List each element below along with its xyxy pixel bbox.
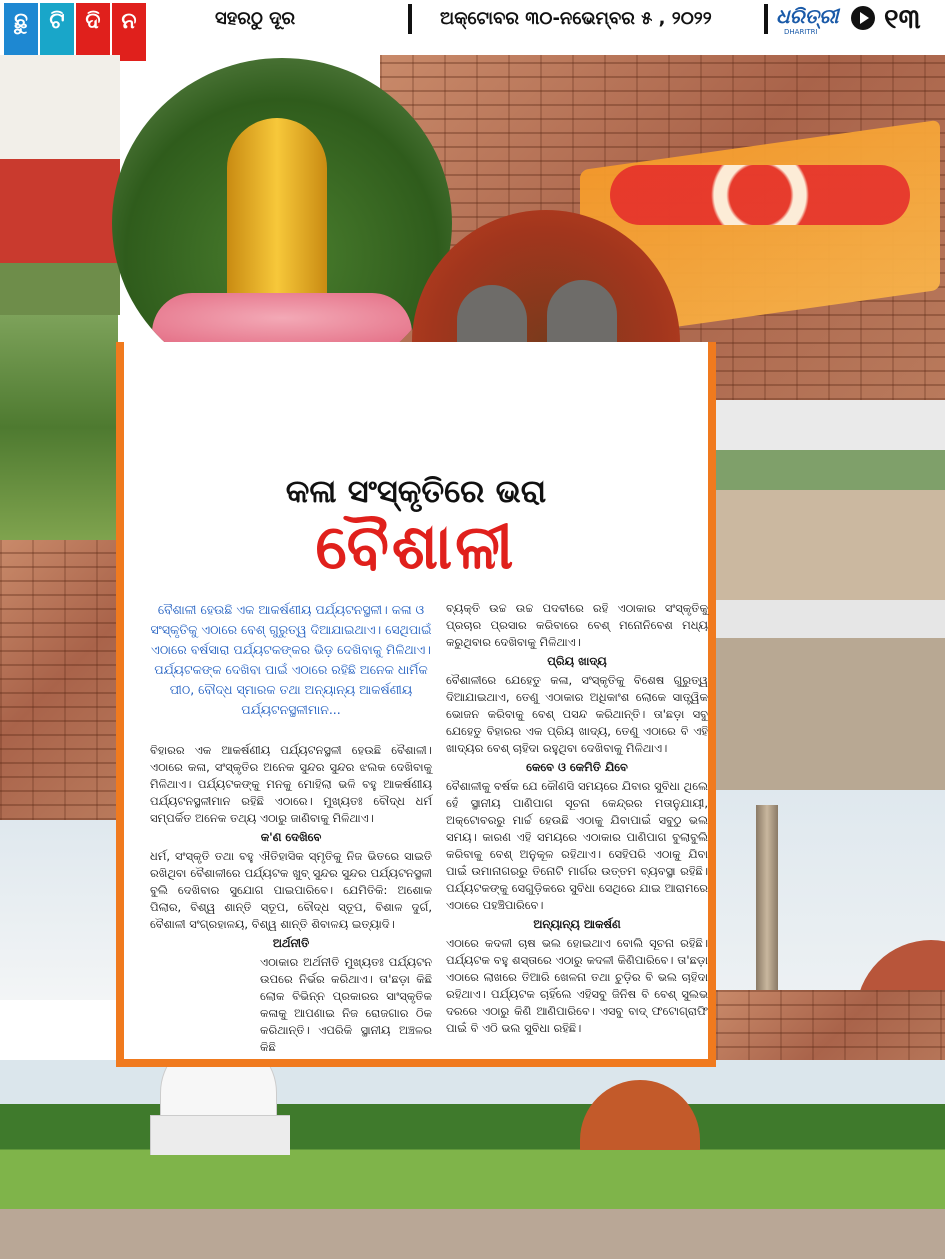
photo-temple [0,55,120,315]
photo-buddha-statue [112,58,452,388]
page-number: ୧୩ [884,2,921,35]
paragraph: ବୈଶାଳୀକୁ ବର୍ଷକ ଯେ କୌଣସି ସମୟରେ ଯିବାର ସୁବିଧା ଥିଲେ ହେଁ ସ୍ଥାନୀୟ ପାଣିପାଗ ସୂଚନା କେନ୍ଦ୍ରର ମତାନୁଯାୟୀ, ଅକ୍ଟୋବରରୁ ମାର୍ଚ୍ଚ ହେଉଛି ଏଠାକୁ ଯିବାପାଇଁ ସବୁଠୁ ଭଲ ସମୟ। କାରଣ ଏହି ସମୟରେ ଏଠାକାର ପାଣିପାଗ ବୁଲାବୁଲି କରିବାକୁ ବେଶ୍ ଅନୁକୂଳ ରହିଥାଏ। ସେହିପରି ଏଠାକୁ ଯିବା ପାଇଁ ଉମାନାଗରରୁ ତିନୋଟି ମାର୍ଗର ଉତ୍ତମ ବ୍ୟବସ୍ଥା ରହିଛି। ପର୍ଯ୍ୟଟକଙ୍କୁ ସେଗୁଡ଼ିକରେ ସୁବିଧା ସେଥିରେ ଯାଇ ଆରାମରେ ଏଠାରେ ପହଞ୍ଚିପାରିବେ। [446,779,708,912]
photo-stupa-ruins [0,540,118,820]
section-letter: ଟି [40,3,74,61]
section-letter: ଛୁ [4,3,38,61]
article-kicker: କଳା ସଂସ୍କୃତିରେ ଭରା [285,472,547,510]
photo-water-tank [716,400,945,600]
divider [408,4,412,34]
article-panel [116,342,716,1067]
paragraph: ଧର୍ମ, ସଂସ୍କୃତି ତଥା ବହୁ ଐତିହାସିକ ସ୍ମୃତିକୁ ନିଜ ଭିତରେ ସାଇତି ରଖିଥିବା ବୈଶାଳୀରେ ପର୍ଯ୍ୟଟକ ଖୁବ୍ ସୁନ୍ଦର ସୁନ୍ଦର ପର୍ଯ୍ୟଟନସ୍ଥଳୀ ବୁଲି ଦେଖିବାର ସୁଯୋଗ ପାଇପାରିବେ। ଯେମିତିକି: ଅଶୋକ ପିଲାର, ବିଶ୍ୱ ଶାନ୍ତି ସ୍ତୂପ, ବୌଦ୍ଧ ସ୍ତୂପ, ବିଶାଳ ଦୁର୍ଗ, ବୈଶାଳୀ ସଂଗ୍ରହାଳୟ, ବିଶ୍ୱ ଶାନ୍ତି ଶିବାଳୟ ଇତ୍ୟାଦି। [150,849,432,931]
subheading: କେବେ ଓ କେମିତି ଯିବେ [526,760,628,774]
article-column-right [446,600,708,1037]
brand-subtitle: DHARITRI [784,28,818,36]
issue-date: ଅକ୍ଟୋବର ୩୦-ନଭେମ୍ବର ୫ , ୨୦୨୨ [440,8,712,29]
photo-sky [0,820,118,1000]
play-icon [851,6,875,30]
subheading: ଅର୍ଥନୀତି [272,936,310,950]
section-letter: ନ [112,3,146,61]
photo-peace-pagoda-panorama [0,1060,945,1259]
subheading: ଅନ୍ୟାନ୍ୟ ଆକର୍ଷଣ [533,917,621,931]
paragraph: ବୈଶାଳୀରେ ଯେହେତୁ କଳା, ସଂସ୍କୃତିକୁ ବିଶେଷ ଗୁରୁତ୍ୱ ଦିଆଯାଇଥାଏ, ତେଣୁ ଏଠାକାର ଅଧିକାଂଶ ଲୋକେ ସାତ୍ତ୍ୱିକ ଭୋଜନ କରିବାକୁ ବେଶ୍ ପସନ୍ଦ କରିଥାନ୍ତି। ତା'ଛଡ଼ା ସବୁ ଯେହେତୁ ବିହାରର ଏକ ପ୍ରିୟ ଖାଦ୍ୟ, ତେଣୁ ଏଠାରେ ବି ଏହି ଖାଦ୍ୟର ବେଶ୍ ଚାହିଦା ରହୁଥିବା ଦେଖିବାକୁ ମିଳିଥାଏ। [446,673,708,755]
photo-excavation [716,600,945,790]
divider [764,4,768,34]
subheading: ପ୍ରିୟ ଖାଦ୍ୟ [547,654,607,668]
paragraph: ଏଠାକାର ଅର୍ଥନୀତି ମୁଖ୍ୟତଃ ପର୍ଯ୍ୟଟନ ଉପରେ ନିର୍ଭର କରିଥାଏ। ତା'ଛଡ଼ା କିଛି ଲୋକ ବିଭିନ୍ନ ପ୍ରକାରର ସାଂସ୍କୃତିକ କଳାକୁ ଆପଣାଇ ନିଜ ରୋଜଗାର ଠିକ କରିଥାନ୍ତି। ଏପରିକି ସ୍ଥାନୀୟ ଅଞ୍ଚଳର କିଛି [260,955,432,1054]
brand-logo: ଧରିତ୍ରୀ [776,4,839,28]
column-name: ସହରଠୁ ଦୂର [215,8,296,29]
photo-tree [0,315,118,540]
article-column-left [150,742,432,1056]
section-letter: ଦି [76,3,110,61]
subheading: କ'ଣ ଦେଖିବେ [260,830,322,844]
section-logo [4,3,146,61]
photo-ashoka-pillar [716,790,945,1090]
article-title: ବୈଶାଳୀ [315,510,517,583]
article-intro: ବୈଶାଳୀ ହେଉଛି ଏକ ଆକର୍ଷଣୀୟ ପର୍ଯ୍ୟଟନସ୍ଥଳୀ। କଳା ଓ ସଂସ୍କୃତିକୁ ଏଠାରେ ବେଶ୍ ଗୁରୁତ୍ୱ ଦିଆଯାଇଥାଏ। ସେଥିପାଇଁ ଏଠାରେ ବର୍ଷସାରା ପର୍ଯ୍ୟଟକଙ୍କର ଭିଡ଼ ଦେଖିବାକୁ ମିଳିଥାଏ। ପର୍ଯ୍ୟଟକଙ୍କ ଦେଖିବା ପାଇଁ ଏଠାରେ ରହିଛି ଅନେକ ଧାର୍ମିକ ପୀଠ, ବୌଦ୍ଧ ସ୍ମାରକ ତଥା ଅନ୍ୟାନ୍ୟ ଆକର୍ଷଣୀୟ ପର୍ଯ୍ୟଟନସ୍ଥଳୀମାନ... [150,602,432,717]
paragraph: ବିହାରର ଏକ ଆକର୍ଷଣୀୟ ପର୍ଯ୍ୟଟନସ୍ଥଳୀ ହେଉଛି ବୈଶାଳୀ। ଏଠାରେ କଳା, ସଂସ୍କୃତିର ଅନେକ ସୁନ୍ଦର ସୁନ୍ଦର ଝଲକ ଦେଖିବାକୁ ମିଳିଥାଏ। ପର୍ଯ୍ୟଟକଙ୍କୁ ମନକୁ ମୋହିଲା ଭଳି ବହୁ ଆକର୍ଷଣୀୟ ପର୍ଯ୍ୟଟନସ୍ଥଳୀମାନ ରହିଛି ଏଠାରେ। ମୁଖ୍ୟତଃ ବୌଦ୍ଧ ଧର୍ମ ସମ୍ପର୍କିତ ଅନେକ ତଥ୍ୟ ଏଠାରୁ ଜାଣିବାକୁ ମିଳିଥାଏ। [150,743,432,825]
page-header [0,0,945,52]
paragraph: ବ୍ୟକ୍ତି ଉଚ୍ଚ ଉଚ୍ଚ ପଦବୀରେ ରହି ଏଠାକାର ସଂସ୍କୃତିକୁ ପ୍ରଚାର ପ୍ରସାର କରିବାରେ ବେଶ୍ ମନୋନିବେଶ ମଧ୍ୟ କରୁଥିବାର ଦେଖିବାକୁ ମିଳିଥାଏ। [446,601,708,649]
paragraph: ଏଠାରେ କଦଳୀ ଚାଷ ଭଲ ହୋଇଥାଏ ବୋଲି ସୂଚନା ରହିଛି। ପର୍ଯ୍ୟଟକ ବହୁ ଶସ୍ତାରେ ଏଠାରୁ କଦଳୀ କିଣିପାରିବେ। ତା'ଛଡ଼ା ଏଠାରେ ଲାଖରେ ତିଆରି ଖେଳନା ତଥା ଚୁଡ଼ିର ବି ଭଲ ଚାହିଦା ରହିଥାଏ। ପର୍ଯ୍ୟଟକ ଚାହିଁଲେ ଏହିସବୁ ଜିନିଷ ବି ବେଶ୍ ସୁଲଭ ଦରରେ ଏଠାରୁ କିଣି ଆଣିପାରିବେ। ଏସବୁ ବାଦ୍ ଫଟୋଗ୍ରାଫି ପାଇଁ ବି ଏଠି ଭଲ ସୁବିଧା ରହିଛି। [446,936,708,1035]
